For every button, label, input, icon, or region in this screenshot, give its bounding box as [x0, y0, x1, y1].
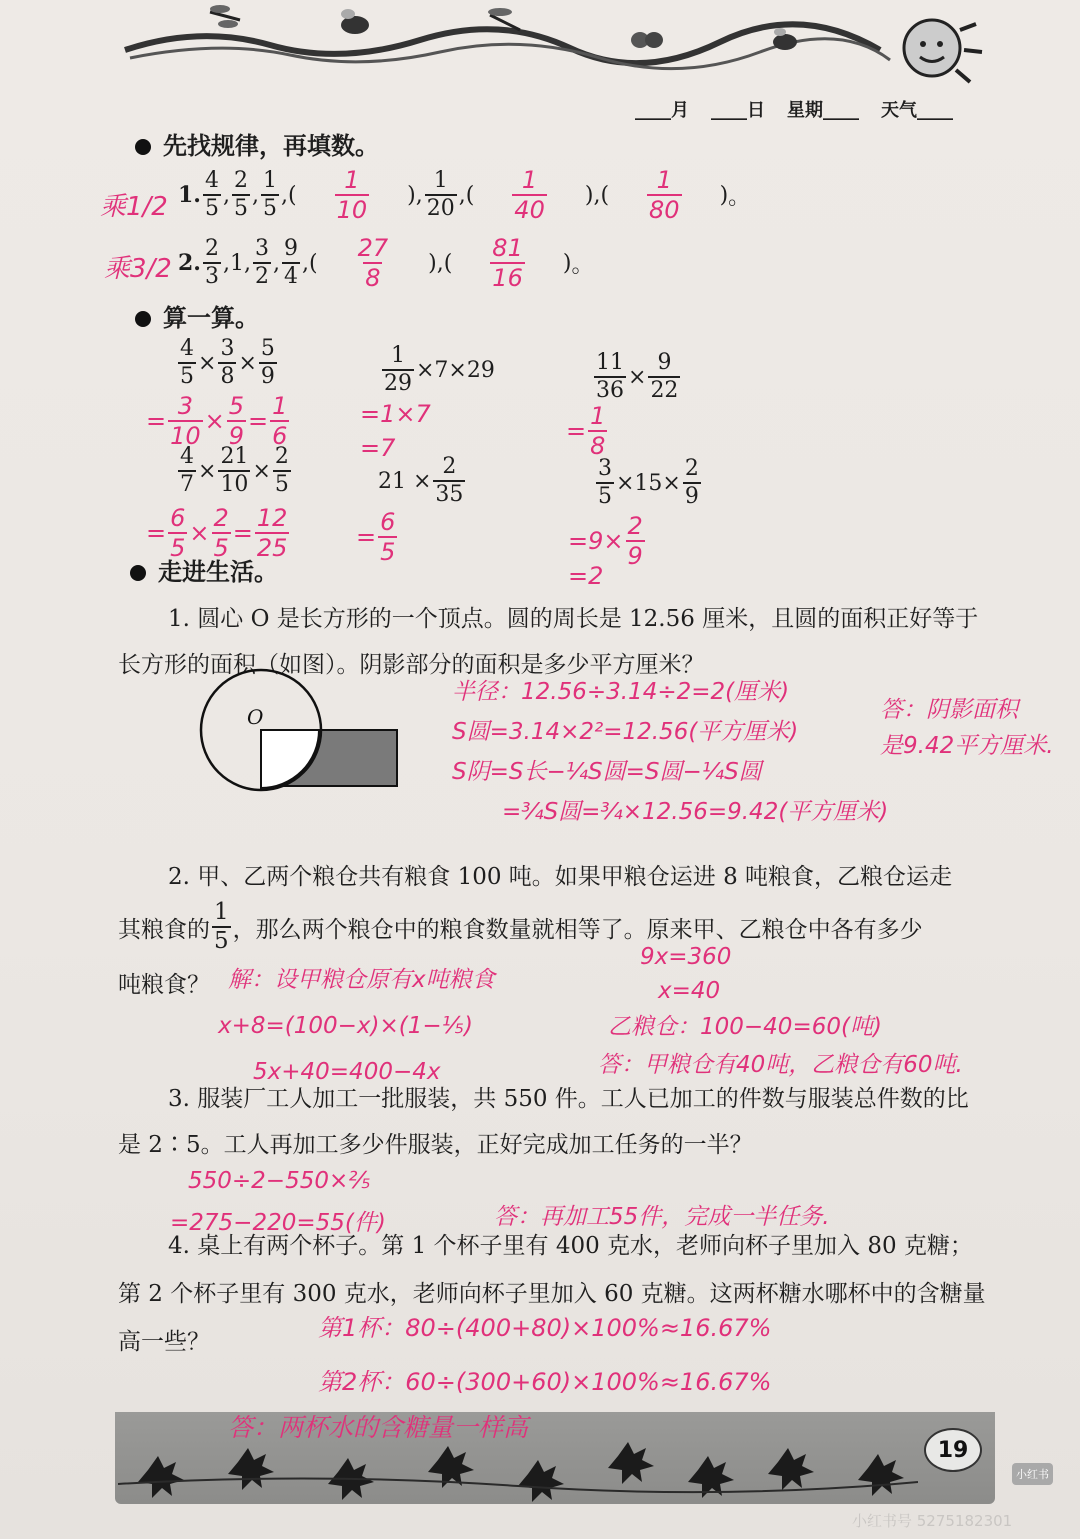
item-number: 2. [178, 250, 201, 276]
calc-answer-1: = $\frac{3}{10}$ × $\frac{5}{9}$ = $\frac{1}{6}$ [146, 392, 288, 450]
leaf-icon [138, 1456, 184, 1498]
watermark-logo: 小红书 [1012, 1463, 1053, 1485]
leaf-decoration [118, 1432, 918, 1502]
problem-3-text: 3. 服装厂工人加工一批服装，共 550 件。工人已加工的件数与服装总件数的比是 2∶5。工人再加工多少件服装，正好完成加工任务的一半？ [118, 1086, 969, 1158]
fraction: $\frac{2}{5}$ [233, 168, 248, 221]
section-heading-calc [135, 298, 259, 333]
sun-icon [904, 20, 982, 82]
bullet-icon [130, 565, 146, 581]
seq2-note: 乘3/2 [104, 254, 172, 284]
calc-answer-2a: =1×7 [360, 400, 431, 428]
watermark-id: 小红书号 5275182301 [852, 1512, 1013, 1530]
sequence-2: 2. $\frac{2}{3}$ , 1 , $\frac{3}{2}$ , $\frac{9}{4}$ , ( $\frac{27}{8}$ ) , ( $\frac{81}{16}$ ) 。 [178, 234, 594, 292]
center-label: O [247, 705, 264, 729]
day-field: ____日 [711, 100, 765, 121]
answer-fraction: $\frac{1}{80}$ [649, 166, 680, 224]
fraction: $\frac{4}{5}$ [204, 168, 219, 221]
problem-2-answer: 乙粮仓：100−40=60(吨) 答：甲粮仓有40吨，乙粮仓有60吨. [598, 1014, 963, 1078]
answer-fraction: $\frac{1}{40}$ [514, 166, 545, 224]
calc-answer-6b: =2 [568, 562, 604, 590]
leaf-icon [608, 1442, 654, 1484]
butterfly-icon [631, 32, 663, 48]
weekday-field: 星期____ [787, 100, 859, 121]
calc-problem-2: $\frac{1}{29}$ ×7×29 [384, 343, 495, 396]
problem-4-work: 第1杯：80÷(400+80)×100%≈16.67% 第2杯：60÷(300+60)×100%≈16.67% [318, 1314, 772, 1396]
bullet-icon [135, 139, 151, 155]
problem-2-line-c: 吨粮食？ [118, 972, 210, 998]
page-number: 19 [924, 1428, 982, 1472]
problem-3-work: 550÷2−550×⅖ =275−220=55(件) [170, 1168, 386, 1236]
leaf-icon [768, 1448, 814, 1490]
bullet-icon [135, 311, 151, 327]
calc-answer-2b: =7 [360, 434, 396, 462]
month-field: ____月 [635, 100, 689, 121]
calc-answer-5: = $\frac{6}{5}$ [356, 508, 396, 566]
calc-problem-3: $\frac{11}{36}$ × $\frac{9}{22}$ [596, 350, 679, 403]
date-line [635, 96, 953, 122]
bee-icon [341, 9, 369, 34]
leaf-icon [228, 1448, 274, 1490]
calc-problem-4: $\frac{4}{7}$ × $\frac{21}{10}$ × $\frac{2}{5}$ [180, 444, 289, 497]
calc-answer-4: = $\frac{6}{5}$ × $\frac{2}{5}$ = $\frac{12}{25}$ [146, 504, 288, 562]
calc-answer-6a: =9× $\frac{2}{9}$ [568, 512, 643, 570]
problem-2-line-b: 其粮食的 $\frac{1}{5}$ ，那么两个粮仓中的粮食数量就相等了。原来甲、乙粮仓中各有多少 [118, 899, 923, 954]
weather-field: 天气____ [881, 100, 953, 121]
header-decoration [120, 0, 990, 95]
problem-4-answer: 答：两杯水的含糖量一样高 [228, 1413, 529, 1442]
problem-2-line-a: 2. 甲、乙两个粮仓共有粮食 100 吨。如果甲粮仓运进 8 吨粮食，乙粮仓运走 [168, 864, 953, 890]
item-number: 1. [178, 182, 201, 208]
dragonfly-icon [210, 5, 240, 28]
leaf-icon [518, 1460, 564, 1502]
answer-fraction: $\frac{1}{10}$ [336, 166, 368, 224]
fraction: $\frac{1}{20}$ [426, 168, 455, 221]
answer-fraction: $\frac{81}{16}$ [492, 234, 523, 292]
problem-1-answer: 答：阴影面积 是9.42平方厘米. [880, 697, 1054, 759]
calc-problem-1: $\frac{4}{5}$ × $\frac{3}{8}$ × $\frac{5}{9}$ [180, 336, 275, 389]
answer-fraction: $\frac{27}{8}$ [357, 234, 389, 292]
section-heading-pattern [135, 126, 379, 161]
bee-icon [773, 28, 797, 50]
section-heading-life [130, 552, 278, 587]
seq1-note: 乘1/2 [100, 192, 168, 222]
problem-1-work: 半径：12.56÷3.14÷2=2(厘米) S圆=3.14×2²=12.56(平方厘米) S阴=S长−¼S圆=S圆−¼S圆 =¾S圆=¾×12.56=9.42(平方厘米) [452, 679, 889, 825]
calc-answer-3: = $\frac{1}{8}$ [566, 402, 606, 460]
problem-4-text: 4. 桌上有两个杯子。第 1 个杯子里有 400 克水，老师向杯子里加入 80 克糖；第 2 个杯子里有 300 克水，老师向杯子里加入 60 克糖。这两杯糖水哪杯中的含糖量高一些？ [118, 1233, 986, 1355]
fraction: $\frac{1}{5}$ [262, 168, 277, 221]
problem-2-work-left: 解：设甲粮仓原有x吨粮食 x+8=(100−x)×(1−⅕) 5x+40=400−4x [218, 967, 495, 1085]
problem-1-text: 1. 圆心 O 是长方形的一个顶点。圆的周长是 12.56 厘米，且圆的面积正好等于长方形的面积（如图）。阴影部分的面积是多少平方厘米？ [118, 606, 979, 678]
circle-rectangle-figure [195, 668, 405, 798]
sequence-1: 1. $\frac{4}{5}$ , $\frac{2}{5}$ , $\frac{1}{5}$ , ( $\frac{1}{10}$ ) , $\frac{1}{20}$ , ( $\frac{1}{40}$ ) , ( $\frac{1}{80}$ ) 。 [178, 166, 751, 224]
problem-3-answer: 答：再加工55件，完成一半任务. [494, 1204, 830, 1230]
calc-problem-6: $\frac{3}{5}$ ×15× $\frac{2}{9}$ [598, 456, 699, 509]
leaf-icon [858, 1454, 904, 1496]
section-title: 算一算。 [163, 304, 259, 332]
problem-2-work-right: 9x=360 x=40 [640, 944, 732, 1004]
section-title: 走进生活。 [158, 558, 278, 586]
calc-problem-5: 21 × $\frac{2}{35}$ [378, 454, 464, 507]
section-title: 先找规律，再填数。 [163, 132, 379, 160]
